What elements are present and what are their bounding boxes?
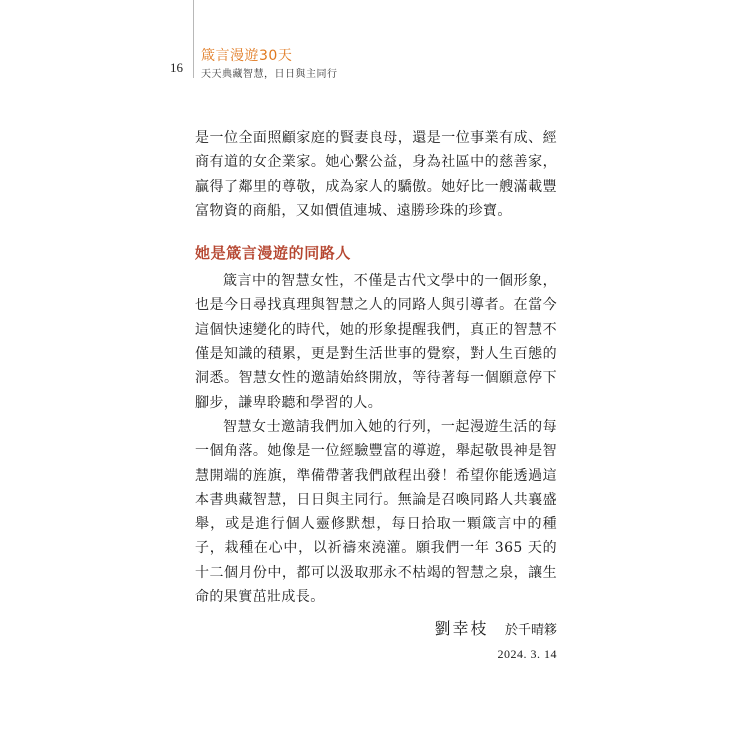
body-paragraph-2: 智慧女士邀請我們加入她的行列，一起漫遊生活的每一個角落。她像是一位經驗豐富的導遊，舉起敬畏神是智慧開端的旌旗，準備帶著我們啟程出發！希望你能透過這本書典藏智慧，日日與主同行。無論是召喚同路人共襄盛舉，或是進行個人靈修默想，每日拾取一顆箴言中的種子，栽種在心中，以祈禱來澆灌。願我們一年 365 天的十二個月份中，都可以汲取那永不枯竭的智慧之泉，讓生命的果實茁壯成長。 [195,418,557,606]
page-number: 16 [170,60,183,75]
signature-line [195,617,557,643]
book-title: 箴言漫遊30天 [201,48,293,64]
author-name: 劉幸枝 [434,619,489,639]
intro-paragraph: 是一位全面照顧家庭的賢妻良母，還是一位事業有成、經商有道的女企業家。她心繫公益，身為社區中的慈善家，贏得了鄰里的尊敬，成為家人的驕傲。她好比一艘滿載豐富物資的商船，又如價值連城、遠勝珍珠的珍寶。 [195,130,557,219]
running-header [0,0,750,90]
body-paragraph-1: 箴言中的智慧女性，不僅是古代文學中的一個形象，也是今日尋找真理與智慧之人的同路人與引導者。在當今這個快速變化的時代，她的形象提醒我們，真正的智慧不僅是知識的積累，更是對生活世事的覺察，對人生百態的洞悉。智慧女性的邀請始終開放，等待著每一個願意停下腳步，謙卑聆聽和學習的人。 [195,273,557,411]
section-spacer [195,223,557,241]
signature-date: 2024. 3. 14 [497,647,557,662]
book-subtitle: 天天典藏智慧，日日與主同行 [201,69,338,80]
author-place: 於千晴簃 [504,623,557,639]
header-vertical-rule [193,0,194,78]
page-body [195,126,557,665]
section-heading: 她是箴言漫遊的同路人 [195,244,352,263]
